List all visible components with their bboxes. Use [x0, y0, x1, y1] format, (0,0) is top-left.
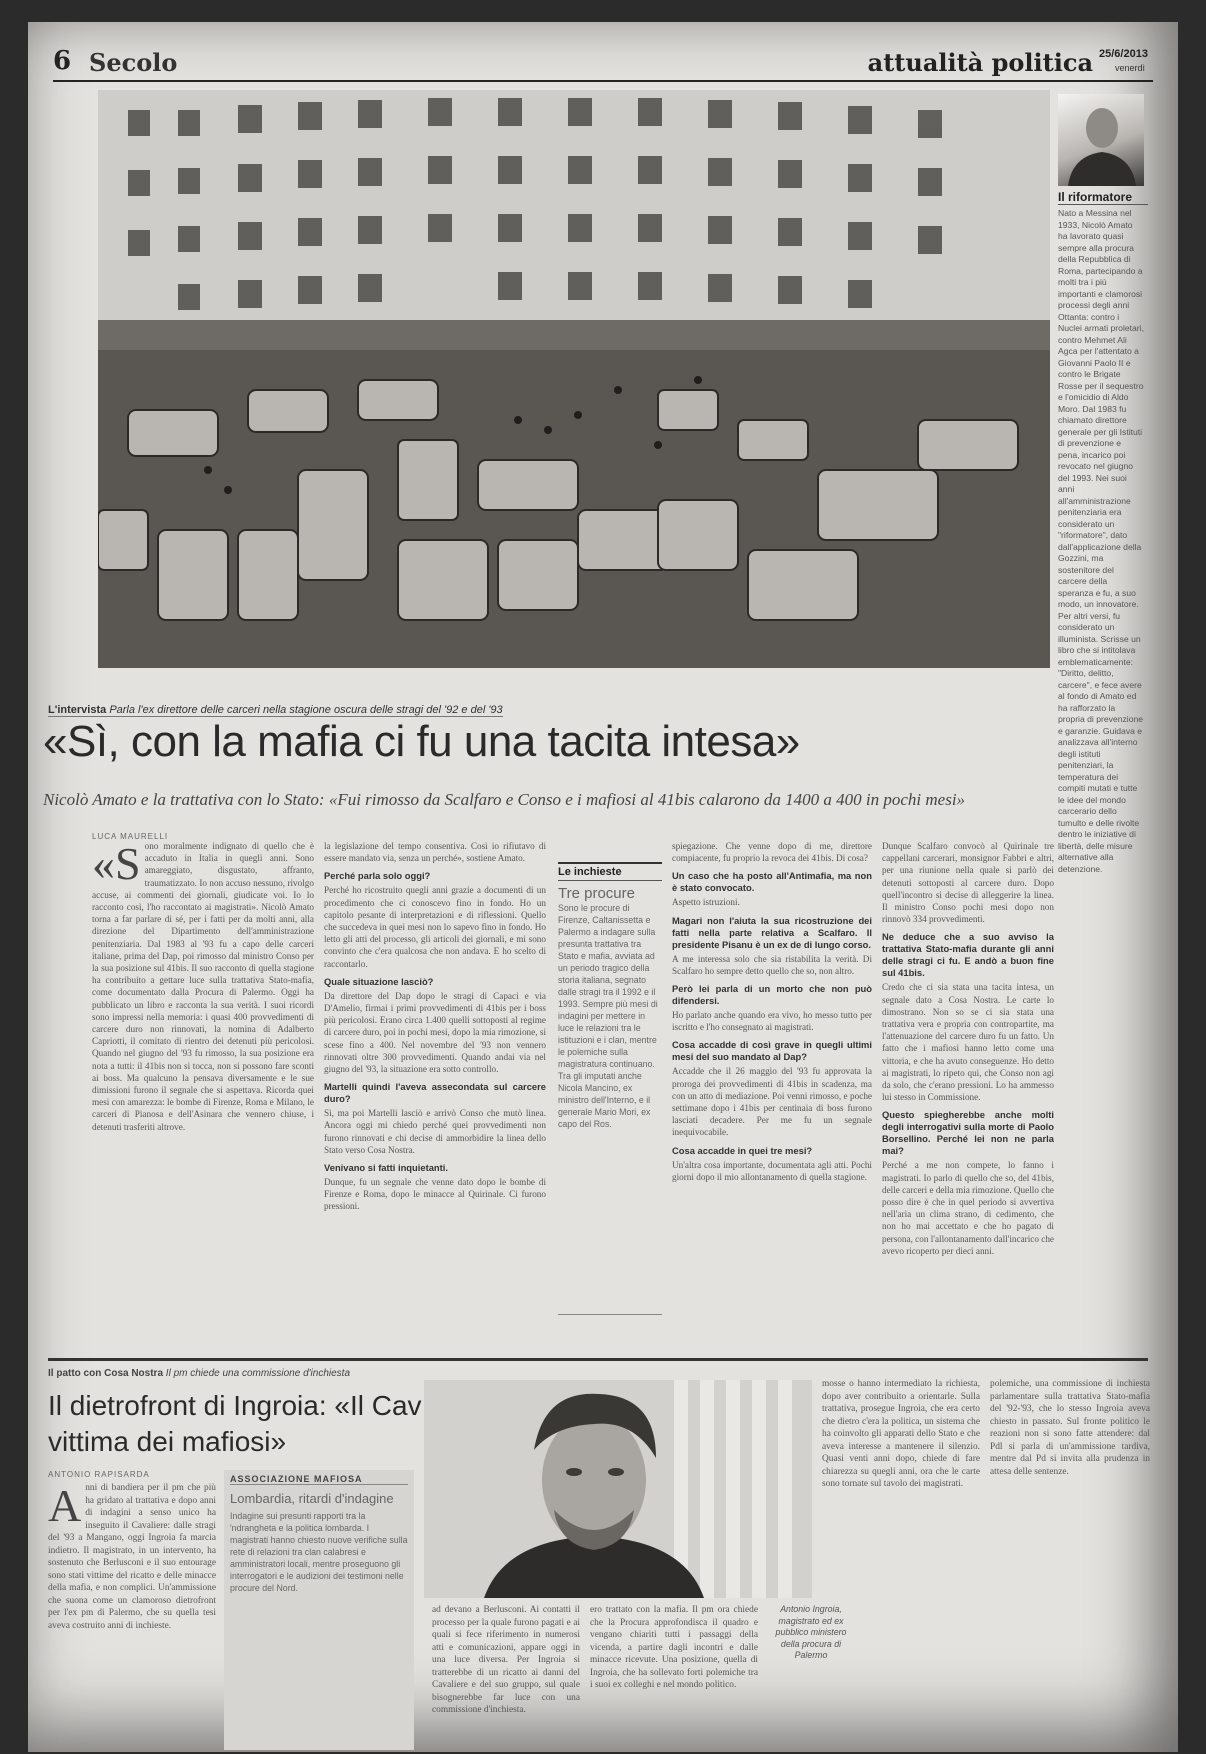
article-byline: LUCA MAURELLI	[92, 832, 169, 841]
column-text: ero trattato con la mafia. Il pm ora chiede che la Procura approfondisca il quadro e vengano chiariti tutti i passaggi della vicenda, a partire dagli incontri e dalle minacce ricevute. Una posizione, quella di Ingroia, che ha sollevato forti polemiche tra i suoi ex colleghi e nel mondo politico.	[590, 1605, 758, 1690]
question: Però lei parla di un morto che non può difendersi.	[672, 983, 872, 1007]
kicker-label: L'intervista	[48, 704, 107, 716]
column-text: Dunque Scalfaro convocò al Quirinale tre cappellani carcerari, monsignor Fabbri e altri, per una riunione nella quale si parlò dei detenuti sottoposti al carcere duro. Dopo quell'incontro si decise di alleggerire la linea. Il ministro Conso pochi mesi dopo non rinnovò 334 provvedimenti.	[882, 841, 1054, 925]
page-header	[53, 46, 1153, 82]
bottom-column-3	[432, 1604, 580, 1750]
box-text: Indagine sui presunti rapporti tra la 'ndrangheta e la politica lombarda. I magistrati hanno chiesto nuove verifiche sulla rete di relazioni tra clan calabresi e amministratori locali, mentre proseguono gli interrogatori e le audizioni dei testimoni nelle procure del Nord.	[230, 1511, 408, 1593]
box-title: Le inchieste	[558, 864, 662, 881]
box-title: ASSOCIAZIONE MAFIOSA	[230, 1474, 408, 1485]
mafia-association-box	[224, 1470, 414, 1750]
question: Un caso che ha posto all'Antimafia, ma non è stato convocato.	[672, 870, 872, 894]
bottom-byline: ANTONIO RAPISARDA	[48, 1470, 150, 1479]
column-text: spiegazione. Che venne dopo di me, direttore compiacente, fu proprio la revoca dei 41bis. Di cosa?	[672, 841, 872, 864]
question: Perché parla solo oggi?	[324, 870, 431, 882]
bottom-column-6	[990, 1378, 1150, 1750]
column-text: la legislazione del tempo consentiva. Così io rifiutavo di essere mandato via, senza un perché», sostiene Amato.	[324, 841, 546, 864]
answer: Perché ho ricostruito quegli anni grazie a documenti di un procedimento che ci conoscevo fino in fondo. Ho un capitolo pesante di interpretazioni e di riflessioni. Quello che succedeva in quei mesi non lo sapevo fino in fondo. Ho letto gli atti del processo, gli articoli dei giornali, e mi sono convinto che c'era qualcosa che non andava. E ho scelto di raccontarlo.	[324, 885, 546, 969]
article-headline: «Sì, con la mafia ci fu una tacita intesa»	[43, 717, 800, 766]
question: Martelli quindi l'aveva assecondata sul carcere duro?	[324, 1081, 546, 1105]
article-column-1	[92, 840, 314, 1340]
photo-caption: Antonio Ingroia, magistrato ed ex pubblico ministero della procura di Palermo	[775, 1604, 847, 1660]
page-number: 6	[53, 46, 72, 76]
answer: A me interessa solo che sia ristabilita la verità. Di Scalfaro ho sempre detto quello che so, non altro.	[672, 953, 872, 976]
section-name: Secolo	[89, 48, 178, 77]
article-column-3	[672, 840, 872, 1340]
sidebar-title: Il riformatore	[1058, 190, 1148, 205]
question: Venivano si fatti inquietanti.	[324, 1162, 448, 1174]
answer: Accadde che il 26 maggio del '93 fu approvata la proroga dei provvedimenti di 41bis in scadenza, ma con un atto di mediazione. Poi venni rimosso, e poche settimane dopo i 41bis per centinaia di boss furono lasciati decadere. Per me fu un segnale inequivocabile.	[672, 1066, 872, 1138]
amato-portrait-photo	[1058, 94, 1144, 186]
question: Magari non l'aiuta la sua ricostruzione dei fatti nella parte relativa a Scalfaro. Il presidente Pisanu è un ex de di lungo corso.	[672, 914, 872, 950]
bottom-kicker-text: Il pm chiede una commissione d'inchiesta	[165, 1368, 351, 1379]
answer: Da direttore del Dap dopo le stragi di Capaci e via D'Amelio, firmai i primi provvedimenti di 41bis per i boss più pericolosi. Erano circa 1.400 quelli sottoposti al regime di carcere duro, poi in pochi mesi, dopo la mia rimozione, si scese fino a 400. Nel novembre del '93 non vennero rinnovati oltre 300 provvedimenti. Quando andai via nel giugno del '93, la situazione era sotto controllo.	[324, 990, 546, 1075]
article-kicker	[48, 704, 503, 717]
column-text: mosse o hanno intermediato la richiesta, dopo aver contribuito a orientarle. Sulla trattativa, prosegue Ingroia, che era certo che dietro c'era la politica, un sistema che ha coinvolto gli apparati dello Stato e che aveva interesse a mantenere il silenzio. Quasi venti anni dopo, chiede di fare chiarezza su quegli anni, ora che le carte sono tornate sul tavolo dei magistrati.	[822, 1379, 980, 1489]
question: Ne deduce che a suo avviso la trattativa Stato-mafia durante gli anni delle stragi ci fu. E andò a buon fine sul 41bis.	[882, 931, 1054, 979]
issue-day: venerdì	[1114, 63, 1145, 73]
answer: Sì, ma poi Martelli lasciò e arrivò Conso che mutò linea. Ancora oggi mi chiedo perché quei provvedimenti non furono rinnovati e chi decise di ammorbidire la linea dello Stato verso Cosa Nostra.	[324, 1108, 546, 1155]
bottom-kicker	[48, 1368, 350, 1379]
inquiries-box	[558, 862, 662, 1315]
question: Cosa accadde di così grave in quegli ultimi mesi del suo mandato al Dap?	[672, 1039, 872, 1063]
bottom-headline: Il dietrofront di Ingroia: «Il Cav vittima dei mafiosi»	[48, 1390, 422, 1457]
box-text: Sono le procure di Firenze, Caltanissetta e Palermo a indagare sulla presunta trattativa tra Stato e mafia, avviata ad un periodo tragico della storia italiana, segnato dalle stragi tra il 1992 e il 1993. Sempre più mesi di indagini per mettere in luce le relazioni tra le istituzioni e i clan, mentre le polemiche sulla magistratura continuano. Tra gli imputati anche Nicola Mancino, ex ministro dell'Interno, e il generale Mario Mori, ex capo del Ros.	[558, 903, 658, 1129]
column-text: ono moralmente indignato di quello che è accaduto in Italia in quegli anni. Sono amareggiato, disgustato, affranto, traumatizzato. Io non accuso nessuno, rivolgo accuse, ai commenti dei giornali, giudicate voi. Io lo racconto così, l'ho raccontato ai magistrati». Nicolò Amato torna a far parlare di sé, per i fatti per da molti anni, alla direzione del Dipartimento dell'amministrazione penitenziaria. Dal 1983 al '93 fu a capo delle carceri italiane, prima del Dap, poi rimosso dal ministro Conso per la sua posizione sul 41bis. Il suo racconto di quella stagione ha contribuito a gettare luce sulla trattativa Stato-mafia, come documentato dalla Procura di Palermo. Oggi ha pubblicato un libro e racconta la sua verità. I suoi ricordi sono impressi nella memoria: i quasi 400 provvedimenti di carcere duro non rinnovati, la nomina di Adalberto Capriotti, il comitato di rientro dei detenuti più pericolosi. Quando nel giugno del '93 fu rimosso, la sua posizione era nota a tutti: il 41bis non si tocca, non si possono fare sconti ai boss. Ma qualcuno la pensava diversamente e le sue dimissioni furono il segnale che si aspettava. Ricorda quei mesi con amarezza: le bombe di Firenze, Roma e Milano, le carceri di Pianosa e dell'Asinara che vennero chiuse, i detenuti trasferiti altrove.	[92, 841, 314, 1132]
kicker-text: Parla l'ex direttore delle carceri nella stagione oscura delle stragi del '92 e del '93	[109, 704, 503, 716]
bottom-column-1	[48, 1482, 216, 1748]
article-column-4	[882, 840, 1054, 1340]
answer: Perché a me non compete, lo fanno i magistrati. Io parlo di quello che so, del 41bis, delle carceri e della mia rimozione. Quello che posso dire è che in quel periodo si avvertiva nell'aria un clima strano, di cedimento, che non ho mai accettato e che ho pagato di persona, con l'allontanamento dall'incarico che avevo ricoperto per dieci anni.	[882, 1160, 1054, 1256]
section-divider	[48, 1358, 1148, 1361]
bottom-column-4	[590, 1604, 758, 1750]
article-subhead: Nicolò Amato e la trattativa con lo Stato: «Fui rimosso da Scalfaro e Conso e i mafiosi al 41bis calarono da 1400 a 400 in pochi mesi»	[43, 790, 966, 809]
column-text: ad devano a Berlusconi. Ai contatti il processo per la quale furono pagati e ai quali si fece riferimento in numerosi atti e comunicazioni, appare oggi in una luce diversa. Per Ingroia si tratterebbe di un ricatto ai danni del Cavaliere e del suo gruppo, sul quale bisognerebbe far luce con una commissione d'inchiesta.	[432, 1605, 580, 1715]
question: Cosa accadde in quei tre mesi?	[672, 1144, 813, 1156]
ingroia-portrait-photo	[424, 1380, 812, 1598]
newspaper-page	[28, 22, 1178, 1752]
answer: Un'altra cosa importante, documentata agli atti. Pochi giorni dopo il mio allontanamento di quella stagione.	[672, 1159, 872, 1182]
bombing-aftermath-photo	[98, 90, 1050, 668]
question: Quale situazione lasciò?	[324, 975, 434, 987]
answer: Aspetto istruzioni.	[672, 897, 740, 908]
rubric-title: attualità politica	[867, 48, 1093, 77]
dropcap: «S	[92, 840, 141, 889]
answer: Credo che ci sia stata una tacita intesa, un segnale dato a Cosa Nostra. Le carte lo dimostrano. Non so se ci sia stata una trattativa vera e propria con contropartite, ma l'attenuazione del carcere duro fu un fatto. Un fatto che i mafiosi hanno letto come una vittoria, e che ha avuto conseguenze. Ho detto ai magistrati, lo ripeto qui, che Conso non agì da solo, che c'erano pressioni. Lo ha ammesso lui stesso in Commissione.	[882, 982, 1054, 1103]
box-subtitle: Tre procure	[558, 885, 635, 902]
answer: Dunque, fu un segnale che venne dato dopo le bombe di Firenze e Roma, dopo le minacce al Quirinale. Ci furono pressioni.	[324, 1177, 546, 1212]
article-column-2	[324, 840, 546, 1340]
column-text: polemiche, una commissione di inchiesta parlamentare sulla trattativa Stato-mafia del '92-'93, che lo stesso Ingroia aveva chiesto in passato. Sul fronte politico le reazioni non si sono fatte attendere: dal Pdl si parla di un'ammissione tardiva, mentre dal Pd si invita alla prudenza in attesa delle sentenze.	[990, 1379, 1150, 1477]
column-text: nni di bandiera per il pm che più ha gridato al trattativa e dopo anni di indagini a senso unico ha inseguito il Cavaliere: dalle stragi del '93 a Mangano, oggi Ingroia fa marcia indietro. Il magistrato, in un intervento, ha sostenuto che Berlusconi e il suo entourage sono stati vittime del ricatto e delle minacce della mafia, e non complici. Un'ammissione che suona come un clamoroso dietrofront per l'ex pm di Palermo, che su quella tesi aveva costruito anni di inchieste.	[48, 1483, 216, 1631]
box-subtitle: Lombardia, ritardi d'indagine	[230, 1491, 394, 1506]
bottom-kicker-label: Il patto con Cosa Nostra	[48, 1368, 164, 1379]
sidebar-text: Nato a Messina nel 1933, Nicolò Amato ha lavorato quasi sempre alla procura della Repubblica di Roma, partecipando a molti tra i più importanti e clamorosi processi degli anni Ottanta: contro i Nuclei armati proletari, contro Mehmet Ali Agca per l'attentato a Giovanni Paolo II e contro le Brigate Rosse per il sequestro e l'omicidio di Aldo Moro. Dal 1983 fu chiamato direttore generale per gli Istituti di prevenzione e pena, incarico poi revocato nel giugno del 1993. Nei suoi anni all'amministrazione penitenziaria era considerato un "riformatore", dato dall'applicazione della Gozzini, ma sostenitore del carcere della speranza e fu, a suo modo, un innovatore. Per altri versi, fu considerato un illuminista. Scrisse un libro che si intitolava emblematicamente: "Diritto, delitto, carcere", e fece avere al fondo di Amato ed ha rafforzato la propria di prevenzione e garanzie. Guidava e analizzava all'interno degli istituti penitenziari, la temperatura dei compiti mutati e tutte le idee del mondo carcerario dello tumulto e delle rivolte dentro le iniziative di libertà, delle misure alternative alla detenzione.	[1058, 208, 1144, 874]
bottom-column-5	[822, 1378, 980, 1750]
dropcap: A	[48, 1482, 82, 1531]
issue-date: 25/6/2013	[1099, 48, 1148, 60]
answer: Ho parlato anche quando era vivo, ho messo tutto per iscritto e l'ho consegnato ai magistrati.	[672, 1010, 872, 1033]
question: Questo spiegherebbe anche molti degli interrogativi sulla morte di Paolo Borsellino. Perché lei non ne parla mai?	[882, 1109, 1054, 1157]
